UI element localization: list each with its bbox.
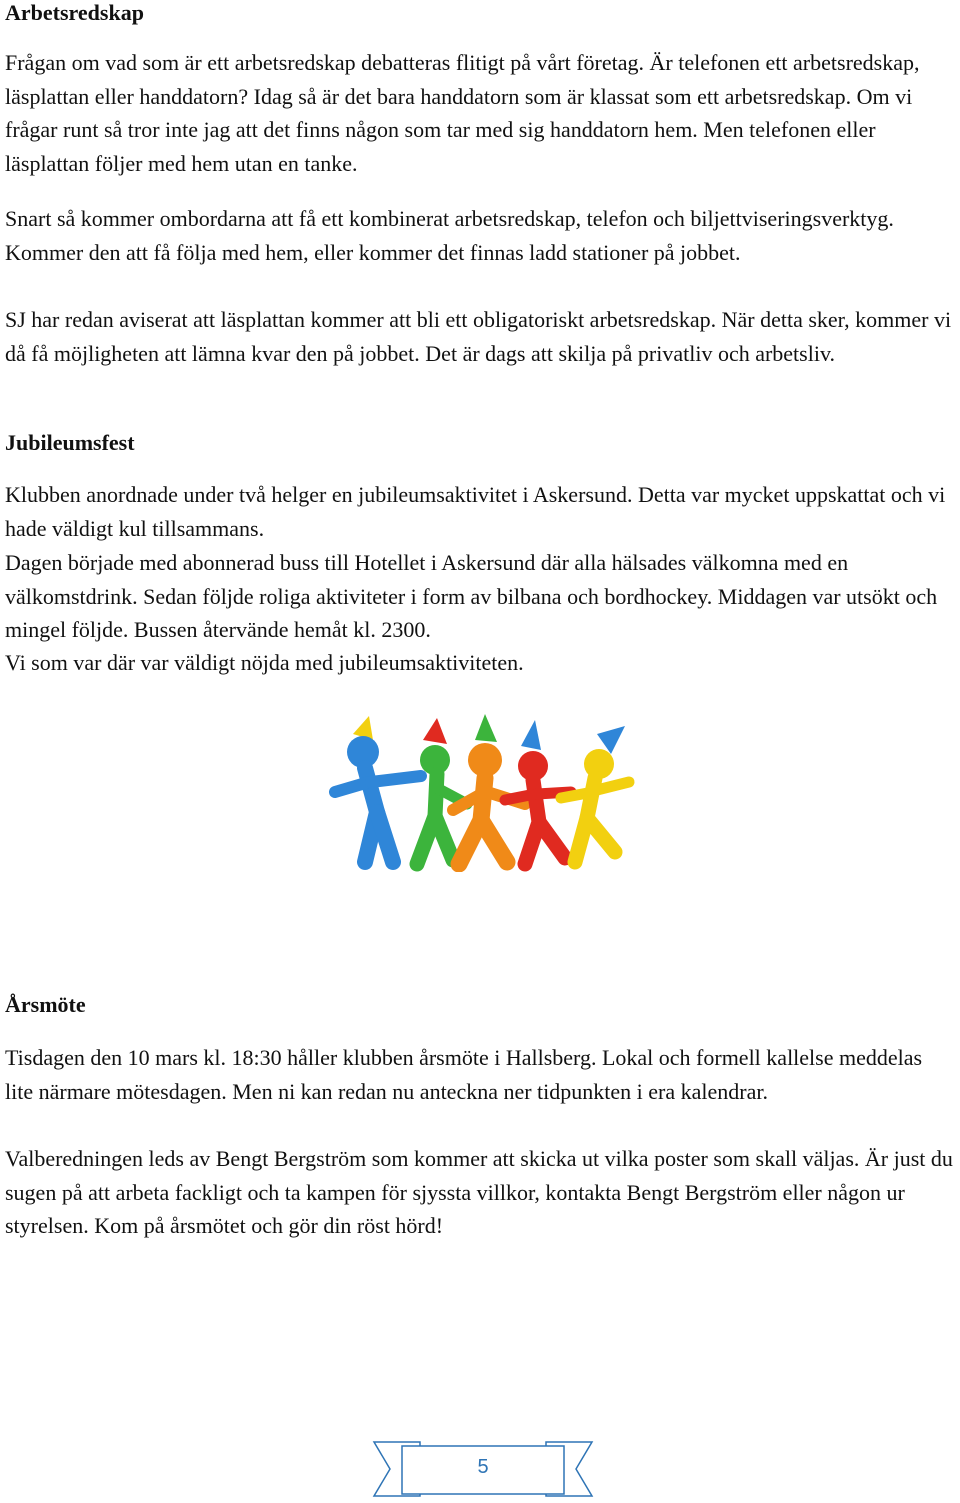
paragraph: Tisdagen den 10 mars kl. 18:30 håller klubben årsmöte i Hallsberg. Lokal och formell kallelse meddelas lite närmare mötesdagen. Men ni kan redan nu anteckna ner tidpunkten i era kalendrar.: [5, 1045, 923, 1104]
paragraph: SJ har redan aviserat att läsplattan kommer att bli ett obligatoriskt arbetsredskap. När detta sker, kommer vi då få möjligheten att lämna kvar den på jobbet. Det är dags att skilja på privatliv och arbetsliv.: [5, 307, 952, 366]
section-title-arsmote: Årsmöte: [5, 992, 86, 1017]
party-figures-illustration: [325, 712, 637, 872]
section-title-arbetsredskap: Arbetsredskap: [5, 0, 144, 25]
section-title-jubileumsfest: Jubileumsfest: [5, 430, 135, 455]
page-number: 5: [477, 1456, 489, 1478]
orange-figure-icon: [453, 714, 525, 864]
green-figure-icon: [417, 718, 467, 864]
red-figure-icon: [505, 720, 571, 864]
paragraph: Snart så kommer ombordarna att få ett kombinerat arbetsredskap, telefon och biljettviseringsverktyg. Kommer den att få följa med hem, eller kommer det finnas ladd stationer på jobbet.: [5, 206, 894, 265]
page-number-ribbon: [372, 1440, 594, 1498]
paragraph: Frågan om vad som är ett arbetsredskap debatteras flitigt på vårt företag. Är telefonen ett arbetsredskap, läsplattan eller handdatorn? Idag så är det bara handdatorn som är klassat som ett arbetsredskap. Om vi frågar runt så tror inte jag att det finns någon som tar med sig handdatorn hem. Men telefonen eller läsplattan följer med hem utan en tanke.: [5, 50, 920, 176]
yellow-figure-icon: [561, 726, 629, 862]
blue-figure-icon: [335, 716, 421, 862]
paragraph: Klubben anordnade under två helger en jubileumsaktivitet i Askersund. Detta var mycket uppskattat och vi hade väldigt kul tillsammans.: [5, 482, 946, 541]
paragraph: Valberedningen leds av Bengt Bergström som kommer att skicka ut vilka poster som skall väljas. Är just du sugen på att arbeta fackligt och ta kampen för sjyssta villkor, kontakta Bengt Bergström eller någon ur styrelsen. Kom på årsmötet och gör din röst hörd!: [5, 1146, 953, 1239]
paragraph: Dagen började med abonnerad buss till Hotellet i Askersund där alla hälsades välkomna med en välkomstdrink. Sedan följde roliga aktiviteter i form av bilbana och bordhockey. Middagen var utsökt och mingel följde. Bussen återvände hemåt kl. 2300.: [5, 550, 938, 643]
paragraph: Vi som var där var väldigt nöjda med jubileumsaktiviteten.: [5, 650, 524, 675]
